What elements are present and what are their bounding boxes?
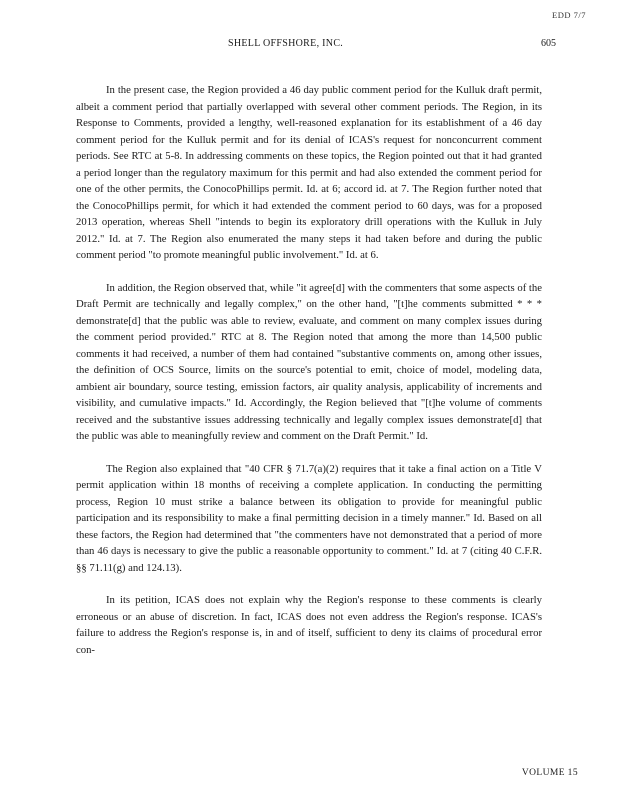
paragraph: The Region also explained that "40 CFR § 71.7(a)(2) requires that it take a final action on a Title V permit application within 18 months of receiving a complete application. In conducting the permitting process, Region 10 must strike a balance between its obligation to provide for meaningful public participation and its responsibility to make a final permitting decision in a timely manner." Id. Based on all these factors, the Region had determined that "the commenters have not demonstrated that a period of more than 46 days is necessary to give the public a reasonable opportunity to comment." Id. at 7 (citing 40 C.F.R. §§ 71.11(g) and 124.13). [76,462,542,574]
body-text [76,82,542,674]
paragraph: In the present case, the Region provided a 46 day public comment period for the Kulluk draft permit, albeit a comment period that partially overlapped with several other comment periods. The Region, in its Response to Comments, provided a lengthy, well-reasoned explanation for its establishment of a 46 day comment period for the Kulluk permit and for its denial of ICAS's request for nonconcurrent comment periods. See RTC at 5-8. In addressing comments on these topics, the Region pointed out that it had granted a period longer than the regulatory maximum for this permit and had also extended the comment period for one of the other permits, the ConocoPhillips permit. Id. at 6; accord id. at 7. The Region further noted that the ConocoPhillips permit, for which it had extended the comment period to 60 days, was for a proposed 2013 operation, whereas Shell "intends to begin its exploratory drill operations with the Kulluk in July 2012." Id. at 7. The Region also enumerated the many steps it had taken before and during the public comment period "to promote meaningful public involvement." Id. at 6. [76,84,542,261]
running-title: SHELL OFFSHORE, INC. [228,38,344,49]
page-number: 605 [541,38,556,49]
page-stamp: EDD 7/7 [552,10,586,20]
running-header [60,38,556,52]
paragraph: In its petition, ICAS does not explain why the Region's response to these comments is clearly erroneous or an abuse of discretion. In fact, ICAS does not even address the Region's response. ICAS's failure to address the Region's response is, in and of itself, sufficient to deny its claims of procedural error con- [76,594,542,656]
paragraph: In addition, the Region observed that, while "it agree[d] with the commenters that some aspects of the Draft Permit are technically and legally complex," on the other hand, "[t]he comments submitted * * * demonstrate[d] that the public was able to review, evaluate, and comment on many complex issues during the comment period provided." RTC at 8. The Region noted that among the more than 14,500 public comments it had received, a number of them had contained "substantive comments on, among other issues, the definition of OCS Source, limits on the source's potential to emit, choice of model, modeling data, ambient air boundary, source testing, emission factors, air quality analysis, applicability of increments and visibility, and cumulative impacts." Id. Accordingly, the Region believed that "[t]he volume of comments received and the substantive issues addressing technically and legally complex issues demonstrate[d] that the public was able to meaningfully review and comment on the Draft Permit." Id. [76,281,542,442]
volume-footer: VOLUME 15 [521,768,578,778]
